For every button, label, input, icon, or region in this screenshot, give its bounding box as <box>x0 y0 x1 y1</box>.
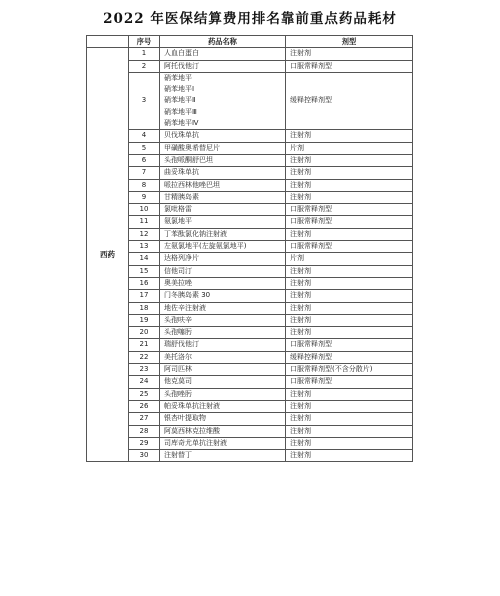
row-index: 29 <box>129 437 160 449</box>
drug-name: 甲磺酸奥希替尼片 <box>164 143 220 152</box>
table-row <box>87 253 413 265</box>
dosage-form-cell: 注射剂 <box>286 191 413 203</box>
drug-name-cell <box>160 228 286 240</box>
row-index: 8 <box>129 179 160 191</box>
drug-name: 瑞舒伐他汀 <box>164 340 199 349</box>
drug-name-cell <box>160 364 286 376</box>
row-index: 25 <box>129 388 160 400</box>
drug-name-cell <box>160 302 286 314</box>
drug-name: 阿莫西林克拉维酸 <box>164 426 220 435</box>
table-row <box>87 327 413 339</box>
table-row <box>87 400 413 412</box>
row-index: 30 <box>129 450 160 462</box>
row-index: 17 <box>129 290 160 302</box>
drug-name: 银杏叶提取物 <box>164 414 206 423</box>
drug-name: 头孢噻肟 <box>164 328 192 337</box>
row-index: 11 <box>129 216 160 228</box>
dosage-form-cell: 注射剂 <box>286 228 413 240</box>
index-header: 序号 <box>129 36 160 48</box>
row-index: 10 <box>129 204 160 216</box>
drug-name: 硝苯地平Ⅳ <box>164 119 199 128</box>
dosage-form-cell: 注射剂 <box>286 388 413 400</box>
table-row <box>87 314 413 326</box>
dosage-form-cell: 口服常释剂型(不含分散片) <box>286 364 413 376</box>
table-row <box>87 437 413 449</box>
drug-name-cell <box>160 339 286 351</box>
drug-name: 硝苯地平Ⅱ <box>164 96 196 105</box>
row-index: 15 <box>129 265 160 277</box>
drug-name: 帕妥珠单抗注射液 <box>164 401 220 410</box>
drug-table <box>86 35 413 462</box>
drug-name: 阿托伐他汀 <box>164 61 199 70</box>
row-index: 18 <box>129 302 160 314</box>
row-index: 2 <box>129 60 160 72</box>
drug-name-cell <box>160 277 286 289</box>
row-index: 7 <box>129 167 160 179</box>
table-header-row <box>87 36 413 48</box>
drug-name: 奥美拉唑 <box>164 278 192 287</box>
dosage-form-cell: 注射剂 <box>286 400 413 412</box>
row-index: 28 <box>129 425 160 437</box>
table-row <box>87 216 413 228</box>
drug-name-cell <box>160 253 286 265</box>
row-index: 9 <box>129 191 160 203</box>
dosage-form-cell: 注射剂 <box>286 450 413 462</box>
table-row <box>87 277 413 289</box>
row-index: 6 <box>129 154 160 166</box>
table-row <box>87 48 413 60</box>
drug-name-cell <box>160 216 286 228</box>
row-index: 3 <box>129 72 160 129</box>
drug-name-cell <box>160 241 286 253</box>
dosage-form-cell: 缓释控释剂型 <box>286 351 413 363</box>
dosage-form-cell: 口服常释剂型 <box>286 376 413 388</box>
drug-name: 达格列净片 <box>164 254 199 263</box>
drug-name-cell <box>160 450 286 462</box>
table-row <box>87 154 413 166</box>
drug-name-cell <box>160 48 286 60</box>
table-row <box>87 290 413 302</box>
dosage-form-cell: 注射剂 <box>286 179 413 191</box>
table-row <box>87 388 413 400</box>
drug-name: 头孢哌酮舒巴坦 <box>164 155 213 164</box>
drug-name-cell <box>160 400 286 412</box>
drug-name: 甘精胰岛素 <box>164 192 199 201</box>
dosage-form-cell: 注射剂 <box>286 425 413 437</box>
drug-name-cell <box>160 376 286 388</box>
drug-name-cell <box>160 154 286 166</box>
drug-name: 丁苯酞氯化钠注射液 <box>164 229 227 238</box>
drug-name: 氨氯地平 <box>164 217 192 226</box>
row-index: 27 <box>129 413 160 425</box>
dosage-form-cell: 口服常释剂型 <box>286 60 413 72</box>
table-row <box>87 351 413 363</box>
drug-name: 门冬胰岛素 30 <box>164 291 211 300</box>
drug-name: 贝伐珠单抗 <box>164 131 199 140</box>
dosage-form-cell: 注射剂 <box>286 327 413 339</box>
drug-name: 地佐辛注射液 <box>164 303 206 312</box>
drug-name-cell <box>160 142 286 154</box>
drug-name-cell <box>160 265 286 277</box>
drug-name-cell <box>160 437 286 449</box>
dosage-form-cell: 口服常释剂型 <box>286 241 413 253</box>
drug-name-cell <box>160 179 286 191</box>
drug-name: 注射替丁 <box>164 451 192 460</box>
row-index: 19 <box>129 314 160 326</box>
row-index: 5 <box>129 142 160 154</box>
category-header <box>87 36 129 48</box>
row-index: 20 <box>129 327 160 339</box>
row-index: 4 <box>129 130 160 142</box>
dosage-form-cell: 注射剂 <box>286 265 413 277</box>
drug-name-cell <box>160 425 286 437</box>
dosage-form-cell: 注射剂 <box>286 314 413 326</box>
table-row <box>87 60 413 72</box>
table-body <box>87 48 413 462</box>
dosage-form-cell: 注射剂 <box>286 277 413 289</box>
drug-name: 司库奇尤单抗注射液 <box>164 438 227 447</box>
drug-name-header: 药品名称 <box>160 36 286 48</box>
drug-name: 头孢唑肟 <box>164 389 192 398</box>
row-index: 13 <box>129 241 160 253</box>
category-cell: 西药 <box>87 48 129 462</box>
dosage-form-cell: 注射剂 <box>286 167 413 179</box>
table-row <box>87 450 413 462</box>
row-index: 21 <box>129 339 160 351</box>
table-row <box>87 376 413 388</box>
table-row <box>87 130 413 142</box>
drug-name: 曲妥珠单抗 <box>164 168 199 177</box>
drug-name: 美托洛尔 <box>164 352 192 361</box>
dosage-form-cell: 注射剂 <box>286 437 413 449</box>
row-index: 12 <box>129 228 160 240</box>
dosage-form-cell: 注射剂 <box>286 48 413 60</box>
row-index: 16 <box>129 277 160 289</box>
drug-name-cell <box>160 72 286 129</box>
table-row <box>87 364 413 376</box>
drug-name-cell <box>160 60 286 72</box>
drug-name: 阿司匹林 <box>164 365 192 374</box>
table-row <box>87 413 413 425</box>
table-row <box>87 179 413 191</box>
drug-name-cell <box>160 351 286 363</box>
dosage-form-cell: 注射剂 <box>286 154 413 166</box>
table-row <box>87 228 413 240</box>
row-index: 22 <box>129 351 160 363</box>
dosage-form-cell: 片剂 <box>286 253 413 265</box>
drug-name-cell <box>160 204 286 216</box>
table-row <box>87 302 413 314</box>
table-row <box>87 425 413 437</box>
table-row <box>87 339 413 351</box>
dosage-form-cell: 注射剂 <box>286 302 413 314</box>
drug-name-cell <box>160 413 286 425</box>
row-index: 24 <box>129 376 160 388</box>
table-row <box>87 265 413 277</box>
drug-name-cell <box>160 327 286 339</box>
table-row <box>87 191 413 203</box>
drug-name: 左氨氯地平(左旋氨氯地平) <box>164 242 247 251</box>
drug-name: 人血白蛋白 <box>164 49 199 58</box>
table-row <box>87 72 413 129</box>
dosage-form-cell: 注射剂 <box>286 290 413 302</box>
dosage-form-cell: 口服常释剂型 <box>286 216 413 228</box>
row-index: 23 <box>129 364 160 376</box>
drug-name-cell <box>160 388 286 400</box>
table-row <box>87 142 413 154</box>
dosage-form-cell: 注射剂 <box>286 413 413 425</box>
drug-name-cell <box>160 167 286 179</box>
drug-name-cell <box>160 314 286 326</box>
drug-name: 信他司汀 <box>164 266 192 275</box>
drug-name: 哌拉西林他唑巴坦 <box>164 180 220 189</box>
dosage-form-header: 剂型 <box>286 36 413 48</box>
document-title: 2022 年医保结算费用排名靠前重点药品耗材 <box>103 11 397 27</box>
table-row <box>87 204 413 216</box>
table-row <box>87 241 413 253</box>
drug-name: 头孢呋辛 <box>164 315 192 324</box>
dosage-form-cell: 口服常释剂型 <box>286 339 413 351</box>
row-index: 1 <box>129 48 160 60</box>
dosage-form-cell: 缓释控释剂型 <box>286 72 413 129</box>
drug-name: 硝苯地平 <box>164 73 192 82</box>
drug-name-cell <box>160 130 286 142</box>
dosage-form-cell: 片剂 <box>286 142 413 154</box>
table-row <box>87 167 413 179</box>
row-index: 14 <box>129 253 160 265</box>
row-index: 26 <box>129 400 160 412</box>
drug-name: 氯吡格雷 <box>164 205 192 214</box>
dosage-form-cell: 注射剂 <box>286 130 413 142</box>
drug-name: 硝苯地平Ⅲ <box>164 107 197 116</box>
drug-name: 硝苯地平Ⅰ <box>164 85 195 94</box>
drug-name-cell <box>160 290 286 302</box>
drug-name-cell <box>160 191 286 203</box>
dosage-form-cell: 口服常释剂型 <box>286 204 413 216</box>
drug-name: 他克莫司 <box>164 377 192 386</box>
